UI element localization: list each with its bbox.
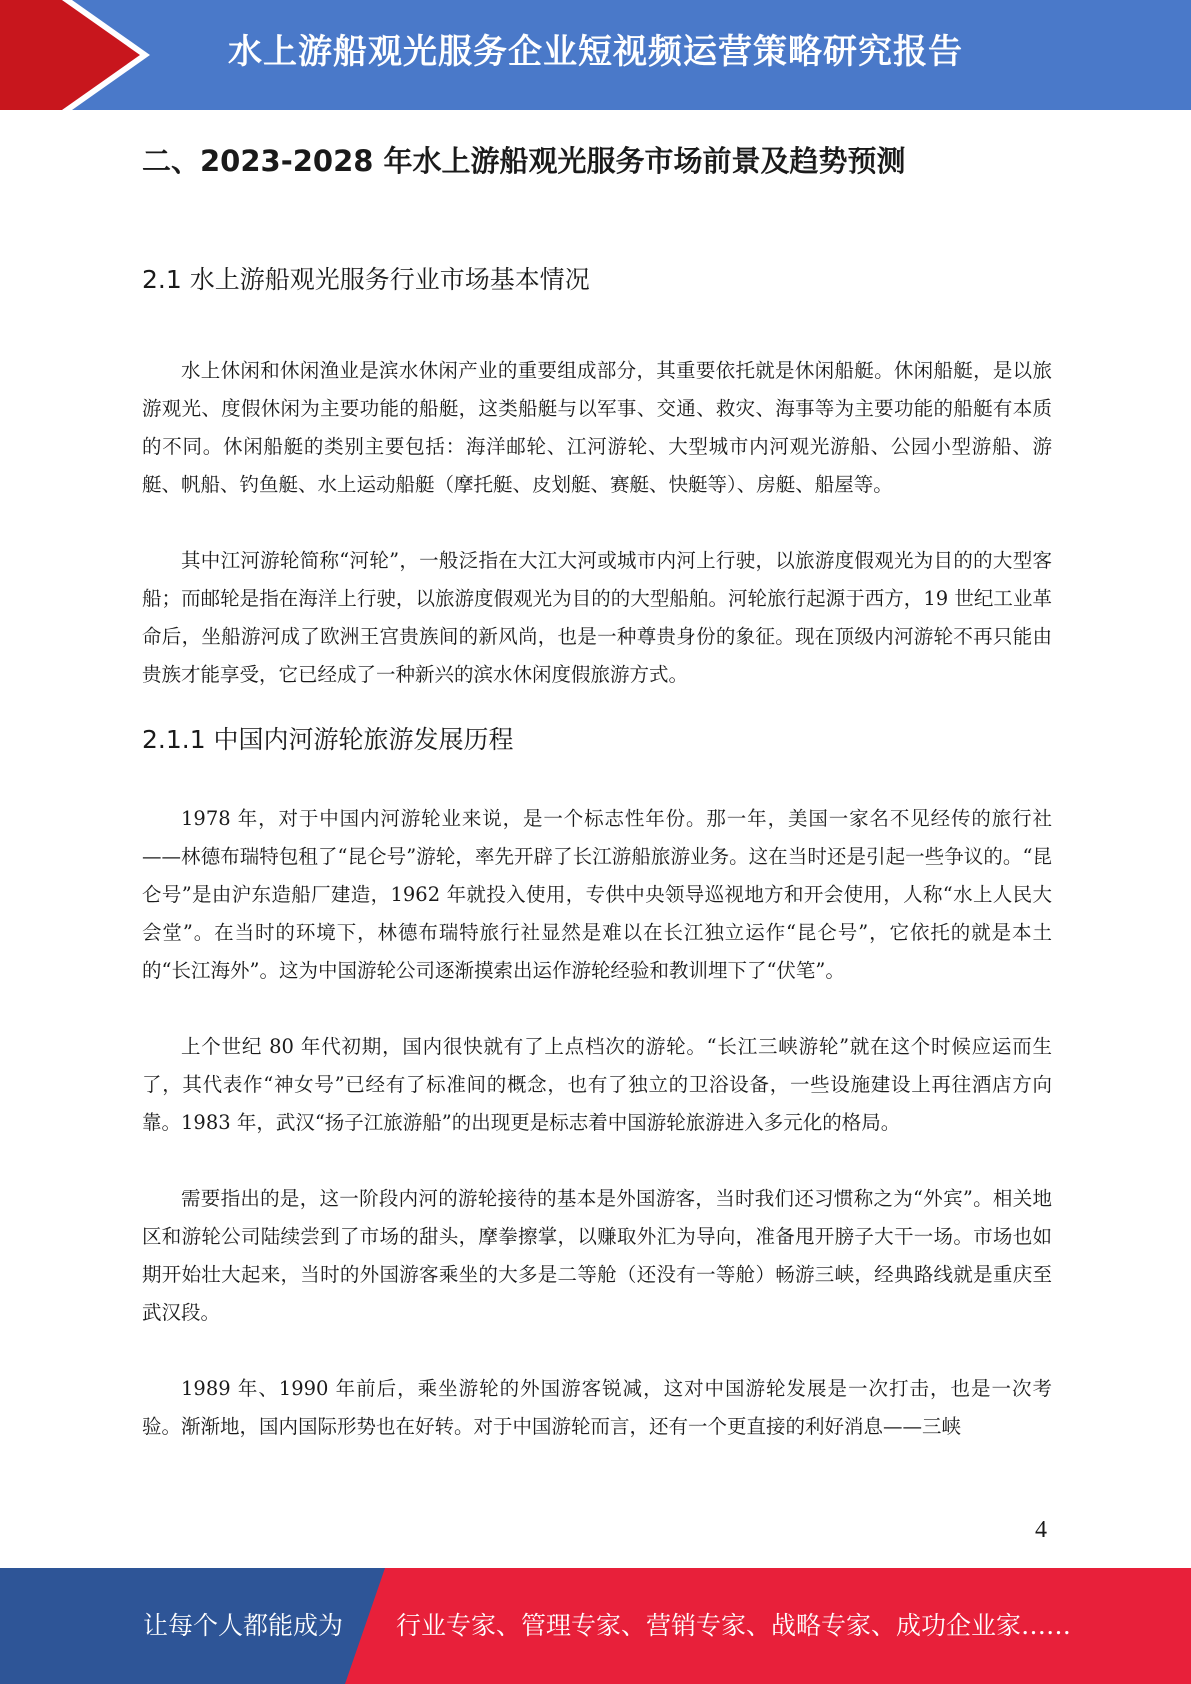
section-title: 二、2023-2028 年水上游船观光服务市场前景及趋势预测 xyxy=(142,144,906,178)
paragraph: 其中江河游轮简称“河轮”，一般泛指在大江大河或城市内河上行驶，以旅游度假观光为目的的大型客船；而邮轮是指在海洋上行驶，以旅游度假观光为目的的大型船舶。河轮旅行起源于西方，19 世纪工业革命后，坐船游河成了欧洲王宫贵族间的新风尚，也是一种尊贵身份的象征。现在顶级内河游轮不再只能由贵族才能享受，它已经成了一种新兴的滨水休闲度假旅游方式。 xyxy=(142,549,1052,686)
header-title: 水上游船观光服务企业短视频运营策略研究报告 xyxy=(228,32,963,72)
paragraph: 上个世纪 80 年代初期，国内很快就有了上点档次的游轮。“长江三峡游轮”就在这个时候应运而生了，其代表作“神女号”已经有了标准间的概念，也有了独立的卫浴设备，一些设施建设上再往酒店方向靠。1983 年，武汉“扬子江旅游船”的出现更是标志着中国游轮旅游进入多元化的格局。 xyxy=(142,1035,1052,1134)
page-footer xyxy=(0,1568,1191,1684)
page-number: 4 xyxy=(1035,1517,1047,1543)
paragraph: 水上休闲和休闲渔业是滨水休闲产业的重要组成部分，其重要依托就是休闲船艇。休闲船艇，是以旅游观光、度假休闲为主要功能的船艇，这类船艇与以军事、交通、救灾、海事等为主要功能的船艇有本质的不同。休闲船艇的类别主要包括：海洋邮轮、江河游轮、大型城市内河观光游船、公园小型游船、游艇、帆船、钓鱼艇、水上运动船艇（摩托艇、皮划艇、赛艇、快艇等）、房艇、船屋等。 xyxy=(142,359,1052,496)
document-body xyxy=(142,140,1052,1446)
paragraph: 需要指出的是，这一阶段内河的游轮接待的基本是外国游客，当时我们还习惯称之为“外宾”。相关地区和游轮公司陆续尝到了市场的甜头，摩拳擦掌，以赚取外汇为导向，准备甩开膀子大干一场。市场也如期开始壮大起来，当时的外国游客乘坐的大多是二等舱（还没有一等舱）畅游三峡，经典路线就是重庆至武汉段。 xyxy=(142,1187,1052,1324)
page-header xyxy=(0,0,1191,110)
subsubsection-title: 2.1.1 中国内河游轮旅游发展历程 xyxy=(142,725,514,754)
footer-slogan-right: 行业专家、管理专家、营销专家、战略专家、成功企业家…… xyxy=(396,1611,1072,1640)
footer-slogan-left: 让每个人都能成为 xyxy=(143,1611,344,1640)
subsection-title: 2.1 水上游船观光服务行业市场基本情况 xyxy=(142,265,590,294)
paragraph: 1989 年、1990 年前后，乘坐游轮的外国游客锐减，这对中国游轮发展是一次打击，也是一次考验。渐渐地，国内国际形势也在好转。对于中国游轮而言，还有一个更直接的利好消息——三峡 xyxy=(142,1377,1052,1438)
paragraph: 1978 年，对于中国内河游轮业来说，是一个标志性年份。那一年，美国一家名不见经传的旅行社——林德布瑞特包租了“昆仑号”游轮，率先开辟了长江游船旅游业务。这在当时还是引起一些争议的。“昆仑号”是由沪东造船厂建造，1962 年就投入使用，专供中央领导巡视地方和开会使用，人称“水上人民大会堂”。在当时的环境下，林德布瑞特旅行社显然是难以在长江独立运作“昆仑号”，它依托的就是本土的“长江海外”。这为中国游轮公司逐渐摸索出运作游轮经验和教训埋下了“伏笔”。 xyxy=(142,807,1052,982)
header-arrow-decoration xyxy=(0,0,150,110)
